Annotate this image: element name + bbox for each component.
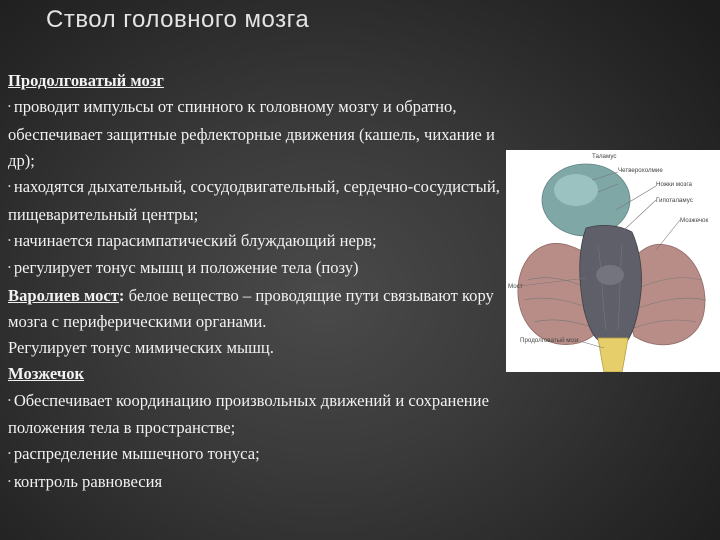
- medulla-item: [8, 94, 513, 174]
- bullet-icon: •: [8, 395, 11, 405]
- label-cerebellum: Мозжечок: [680, 217, 709, 224]
- medulla-item: [8, 255, 513, 282]
- slide-title: Ствол головного мозга: [46, 6, 310, 33]
- label-hypothalamus: Гипоталамус: [656, 197, 693, 204]
- cerebellum-heading-text: Мозжечок: [8, 364, 85, 384]
- pons-text-2: Регулирует тонус мимических мышц.: [8, 338, 274, 358]
- cerebellum-item-text: контроль равновесия: [13, 471, 163, 491]
- label-medulla: Продолговатый мозг: [520, 337, 579, 344]
- bullet-icon: •: [8, 102, 11, 112]
- medulla-heading-text: Продолговатый мозг: [8, 71, 164, 90]
- medulla-item-text: проводит импульсы от спинного к головному мозгу и обратно, обеспечивает защитные рефлекторные движения (кашель, чихание и др);: [8, 97, 495, 170]
- medulla-item-text: регулирует тонус мышц и положение тела (позу): [13, 258, 359, 278]
- bullet-icon: •: [8, 476, 11, 486]
- pons-heading: Варолиев мост: [8, 285, 119, 305]
- cerebellum-item: [8, 469, 513, 496]
- label-pons: Мост: [508, 283, 523, 290]
- medulla-item: [8, 228, 513, 255]
- slide-text: [8, 68, 513, 496]
- cerebellum-item: [8, 388, 513, 442]
- medulla-item-text: находятся дыхательный, сосудодвигательный, сердечно-сосудистый, пищеварительный центры;: [8, 177, 500, 224]
- pons-paragraph: [8, 283, 513, 336]
- medulla-item: [8, 174, 513, 228]
- label-cerebral-peduncles: Ножки мозга: [656, 181, 692, 188]
- cerebellum-item: [8, 441, 513, 468]
- brainstem-illustration: [506, 150, 720, 372]
- medulla-item-text: начинается парасимпатический блуждающий нерв;: [13, 230, 377, 250]
- pons-colon: :: [118, 285, 125, 305]
- pons-text: белое вещество – проводящие пути связывают кору мозга с периферическими органами.: [8, 285, 494, 331]
- brainstem-shape: [580, 225, 642, 340]
- cerebellum-item-text: распределение мышечного тонуса;: [13, 444, 260, 464]
- medulla-shape: [598, 338, 628, 372]
- brainstem-drawing: [506, 150, 720, 372]
- cerebellum-heading: [8, 361, 513, 387]
- bullet-icon: •: [8, 263, 11, 273]
- bullet-icon: •: [8, 235, 11, 245]
- label-quadrigemina: Четверохолмие: [618, 167, 663, 174]
- bullet-icon: •: [8, 182, 11, 192]
- thalamus-shape: [542, 164, 630, 236]
- bullet-icon: •: [8, 449, 11, 459]
- cerebellum-item-text: Обеспечивает координацию произвольных движений и сохранение положения тела в пространстве;: [8, 390, 489, 438]
- label-thalamus: Таламус: [592, 153, 617, 160]
- medulla-heading: [8, 68, 513, 94]
- pons-paragraph-2: [8, 335, 513, 361]
